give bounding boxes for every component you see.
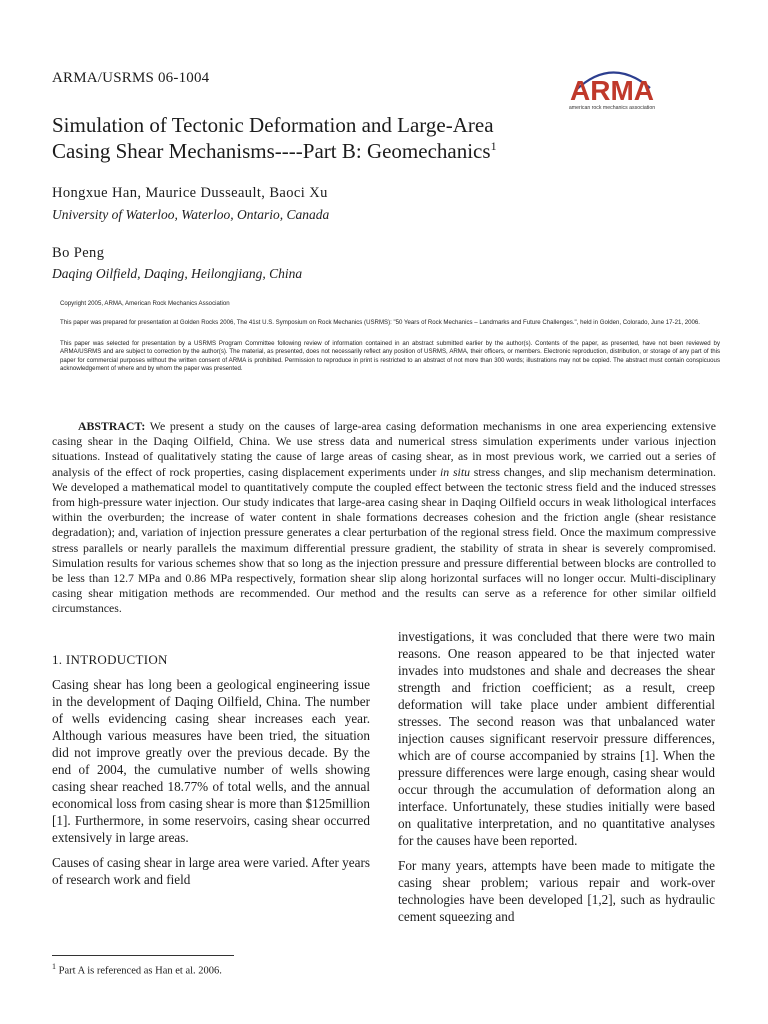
logo-text: ARMA <box>570 75 654 106</box>
author-names-2: Bo Peng <box>52 245 105 261</box>
author-names-1: Hongxue Han, Maurice Dusseault, Baoci Xu <box>52 185 328 201</box>
copyright-para-1: This paper was prepared for presentation at Golden Rocks 2006, The 41st U.S. Symposium on Rock Mechanics (USRMS): "50 Years of Rock Mechanics – Landmarks and Future Challenges.", held in Golden, Colorado, June 17-21, 2006. <box>60 319 700 326</box>
logo-subtitle: american rock mechanics association <box>568 105 656 111</box>
intro-paragraph-3: investigations, it was concluded that there were two main reasons. One reason appeared to be that injected water invades into mudstones and shale and decreases the shear strength and friction coefficient; as a result, creep deformation will take place under ambient differential stresses. The second reason was that unbalanced water injection causes significant reservoir pressure differences, which are of course accompanied by strains [1]. When the pressure differences were large enough, casing shear would occur through the accumulation of deformation along an interface. Unfortunately, these studies initially were based on qualitative interpretation, and no quantitative analyses for the causes have been reported. <box>398 629 715 848</box>
intro-paragraph-4: For many years, attempts have been made to mitigate the casing shear problem; various repair and work-over technologies have been developed [1,2], such as hydraulic cement squeezing and <box>398 858 715 924</box>
author-affiliation-2: Daqing Oilfield, Daqing, Heilongjiang, China <box>52 266 303 281</box>
left-column <box>52 676 370 896</box>
footnote-divider <box>52 955 234 956</box>
author-affiliation-1: University of Waterloo, Waterloo, Ontario, Canada <box>52 207 330 222</box>
paper-id: ARMA/USRMS 06-1004 <box>52 70 210 86</box>
title-line-2 <box>52 138 572 164</box>
title-footnote-marker: 1 <box>490 139 497 153</box>
intro-paragraph-1: Casing shear has long been a geological engineering issue in the development of Daqing Oilfield, China. The number of wells evidencing casing shear increases each year. Although various measures have been tried, the situation did not improve greatly over the previous decade. By the end of 2004, the cumulative number of wells showing casing shear reached 18.77% of total wells, and the annual economical loss from casing shear is more than $125million [1]. Furthermore, in some reservoirs, casing shear occurred extensively in large areas. <box>52 677 370 845</box>
abstract-italic: in situ <box>440 464 471 479</box>
abstract-text-1: We present a study on the causes of large-area casing deformation mechanisms in one area experiencing extensive casing shear in the Daqing Oilfield, China. We use stress data and numerical stress simulation experiments under various injection situations. Instead of qualitatively stating the cause of large areas of casing shear, as in most previous work, we carried out a series of analysis of the effect of rock properties, casing displacement experiments under <box>52 419 716 479</box>
intro-paragraph-2: Causes of casing shear in large area were varied. After years of research work and field <box>52 855 370 887</box>
abstract-text-2: stress changes, and slip mechanism determination. We developed a mathematical model to quantitatively compute the coupled effect between the tectonic stress field and the induced stresses from high-pressure water injection. Our study indicates that large-area casing shear in Daqing Oilfield occurs in weak lithological interfaces within the overburden; the increase of water content in shale formations decreases cohesion and the friction angle (shear resistance degradation); and, variation of injection pressure generates a clear perturbation of the regional stress field. Once the maximum compressive stress parallels or nearly parallels the maximum differential pressure gradient, the stability of strata in shear is severely compromised. Simulation results for various schemes show that so long as the injection pressure and pressure differential between blocks are controlled to be less than 12.7 MPa and 0.86 MPa respectively, formation shear slip along horizontal surfaces will no longer occur. Multi-disciplinary casing shear mitigation methods are recommended. Our method and the results can serve as a reference for other similar oilfield circumstances. <box>52 464 716 616</box>
right-column <box>398 628 715 933</box>
footnote-marker: 1 <box>52 962 56 971</box>
paper-title <box>52 112 572 164</box>
footnote-text: Part A is referenced as Han et al. 2006. <box>56 965 222 977</box>
copyright-line: Copyright 2005, ARMA, American Rock Mechanics Association <box>60 300 230 307</box>
section-heading-introduction: 1. INTRODUCTION <box>52 652 168 667</box>
abstract <box>52 419 716 617</box>
title-line-2-text: Casing Shear Mechanisms----Part B: Geomechanics <box>52 139 491 163</box>
abstract-label: ABSTRACT: <box>78 419 146 433</box>
copyright-para-2: This paper was selected for presentation by a USRMS Program Committee following review of information contained in an abstract submitted earlier by the author(s). Contents of the paper, as presented, have not been reviewed by ARMA/USRMS and are subject to correction by the author(s). The material, as presented, does not necessarily reflect any position of USRMS, ARMA, their officers, or members. Electronic reproduction, distribution, or storage of any part of this paper for commercial purposes without the written consent of ARMA is prohibited. Permission to reproduce in print is restricted to an abstract of not more than 300 words; illustrations may not be copied. The abstract must contain conspicuous acknowledgement of where and by whom the paper was presented. <box>60 340 720 372</box>
arma-logo <box>558 60 666 112</box>
title-line-1: Simulation of Tectonic Deformation and Large-Area <box>52 113 494 137</box>
footnote <box>52 962 222 977</box>
